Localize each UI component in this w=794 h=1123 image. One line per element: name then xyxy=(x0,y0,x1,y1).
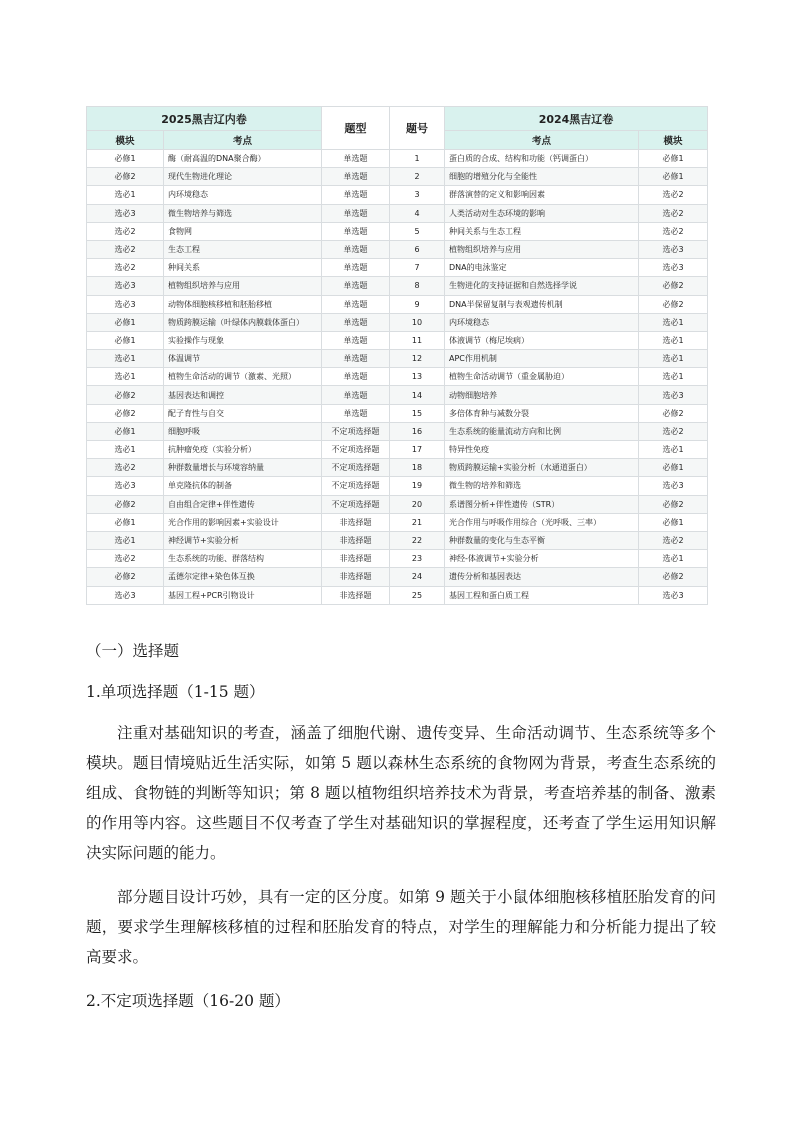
question-type-cell: 单选题 xyxy=(322,404,390,422)
question-type-cell: 单选题 xyxy=(322,222,390,240)
table-row xyxy=(87,568,708,586)
table-row xyxy=(87,513,708,531)
question-number-cell: 6 xyxy=(390,240,445,258)
question-type-cell: 单选题 xyxy=(322,368,390,386)
right-module-cell: 必修1 xyxy=(639,150,708,168)
right-point-cell: 内环境稳态 xyxy=(445,313,639,331)
left-module-cell: 必修1 xyxy=(87,422,164,440)
right-point-cell: 微生物的培养和筛选 xyxy=(445,477,639,495)
right-point-cell: 体液调节（梅尼埃病） xyxy=(445,331,639,349)
question-type-cell: 不定项选择题 xyxy=(322,495,390,513)
right-point-cell: 神经-体液调节+实验分析 xyxy=(445,550,639,568)
table-row xyxy=(87,222,708,240)
right-module-cell: 选必2 xyxy=(639,422,708,440)
right-module-cell: 选必1 xyxy=(639,368,708,386)
question-type-cell: 非选择题 xyxy=(322,513,390,531)
right-module-cell: 选必3 xyxy=(639,586,708,604)
table-row xyxy=(87,295,708,313)
left-module-cell: 必修2 xyxy=(87,568,164,586)
right-module-cell: 选必2 xyxy=(639,186,708,204)
right-module-cell: 必修1 xyxy=(639,168,708,186)
question-number-cell: 2 xyxy=(390,168,445,186)
question-type-cell: 单选题 xyxy=(322,259,390,277)
question-type-cell: 非选择题 xyxy=(322,550,390,568)
right-module-cell: 选必1 xyxy=(639,441,708,459)
right-module-cell: 必修2 xyxy=(639,495,708,513)
right-point-cell: 物质跨膜运输+实验分析（水通道蛋白） xyxy=(445,459,639,477)
right-module-cell: 选必1 xyxy=(639,313,708,331)
question-number-cell: 24 xyxy=(390,568,445,586)
col-header-left-module: 模块 xyxy=(87,131,164,150)
question-type-cell: 不定项选择题 xyxy=(322,459,390,477)
table-row xyxy=(87,386,708,404)
table-row xyxy=(87,331,708,349)
right-module-cell: 选必3 xyxy=(639,240,708,258)
question-type-cell: 不定项选择题 xyxy=(322,441,390,459)
left-point-cell: 配子育性与自交 xyxy=(164,404,322,422)
question-number-cell: 11 xyxy=(390,331,445,349)
table-row xyxy=(87,586,708,604)
left-point-cell: 酶（耐高温的DNA聚合酶） xyxy=(164,150,322,168)
table-row xyxy=(87,259,708,277)
table-row xyxy=(87,240,708,258)
left-exam-title: 2025黑吉辽内卷 xyxy=(87,107,322,131)
table-row xyxy=(87,422,708,440)
left-module-cell: 必修1 xyxy=(87,313,164,331)
right-module-cell: 必修2 xyxy=(639,295,708,313)
question-type-cell: 不定项选择题 xyxy=(322,422,390,440)
right-module-cell: 选必3 xyxy=(639,259,708,277)
question-type-cell: 单选题 xyxy=(322,150,390,168)
table-row xyxy=(87,550,708,568)
right-module-cell: 必修1 xyxy=(639,513,708,531)
col-header-left-point: 考点 xyxy=(164,131,322,150)
left-module-cell: 选必2 xyxy=(87,550,164,568)
right-point-cell: 蛋白质的合成、结构和功能（钙调蛋白） xyxy=(445,150,639,168)
left-module-cell: 选必1 xyxy=(87,350,164,368)
question-type-cell: 单选题 xyxy=(322,168,390,186)
left-point-cell: 神经调节+实验分析 xyxy=(164,531,322,549)
question-number-cell: 10 xyxy=(390,313,445,331)
right-point-cell: 植物生命活动调节（重金属胁迫） xyxy=(445,368,639,386)
right-module-cell: 选必1 xyxy=(639,331,708,349)
left-module-cell: 必修2 xyxy=(87,495,164,513)
left-module-cell: 选必2 xyxy=(87,259,164,277)
left-point-cell: 单克隆抗体的制备 xyxy=(164,477,322,495)
left-module-cell: 必修1 xyxy=(87,331,164,349)
right-module-cell: 必修2 xyxy=(639,404,708,422)
table-row xyxy=(87,495,708,513)
question-number-cell: 14 xyxy=(390,386,445,404)
table-row xyxy=(87,186,708,204)
col-header-right-module: 模块 xyxy=(639,131,708,150)
table-row xyxy=(87,168,708,186)
question-number-cell: 21 xyxy=(390,513,445,531)
right-point-cell: 多倍体育种与减数分裂 xyxy=(445,404,639,422)
table-row xyxy=(87,459,708,477)
table-row xyxy=(87,313,708,331)
right-point-cell: 动物细胞培养 xyxy=(445,386,639,404)
right-module-cell: 选必1 xyxy=(639,350,708,368)
subheading-multiple-choice: 2.不定项选择题（16-20 题） xyxy=(86,992,290,1010)
table-row xyxy=(87,477,708,495)
right-point-cell: 人类活动对生态环境的影响 xyxy=(445,204,639,222)
question-number-cell: 4 xyxy=(390,204,445,222)
question-number-cell: 8 xyxy=(390,277,445,295)
table-row xyxy=(87,404,708,422)
right-point-cell: DNA的电泳鉴定 xyxy=(445,259,639,277)
question-type-cell: 单选题 xyxy=(322,277,390,295)
left-point-cell: 抗肿瘤免疫（实验分析） xyxy=(164,441,322,459)
right-module-cell: 选必2 xyxy=(639,204,708,222)
left-point-cell: 基因表达和调控 xyxy=(164,386,322,404)
right-module-cell: 必修2 xyxy=(639,568,708,586)
paragraph-single-choice-overview: 注重对基础知识的考查，涵盖了细胞代谢、遗传变异、生命活动调节、生态系统等多个模块。题目情境贴近生活实际，如第 5 题以森林生态系统的食物网为背景，考查生态系统的组成、食物链的判断等知识；第 8 题以植物组织培养技术为背景，考查培养基的制备、激素的作用等内容。这些题目不仅考查了学生对基础知识的掌握程度，还考查了学生运用知识解决实际问题的能力。 xyxy=(86,724,716,862)
section-title: （一）选择题 xyxy=(86,642,180,660)
table-row xyxy=(87,531,708,549)
left-point-cell: 植物组织培养与应用 xyxy=(164,277,322,295)
right-point-cell: 种群数量的变化与生态平衡 xyxy=(445,531,639,549)
question-number-cell: 13 xyxy=(390,368,445,386)
left-point-cell: 植物生命活动的调节（激素、光照） xyxy=(164,368,322,386)
right-point-cell: 生物进化的支持证据和自然选择学说 xyxy=(445,277,639,295)
question-type-cell: 非选择题 xyxy=(322,531,390,549)
right-point-cell: 植物组织培养与应用 xyxy=(445,240,639,258)
question-type-cell: 不定项选择题 xyxy=(322,477,390,495)
left-point-cell: 自由组合定律+伴性遗传 xyxy=(164,495,322,513)
question-type-cell: 单选题 xyxy=(322,386,390,404)
left-module-cell: 必修1 xyxy=(87,513,164,531)
table-row xyxy=(87,204,708,222)
left-point-cell: 种间关系 xyxy=(164,259,322,277)
question-number-cell: 12 xyxy=(390,350,445,368)
col-header-right-point: 考点 xyxy=(445,131,639,150)
right-point-cell: DNA半保留复制与表观遗传机制 xyxy=(445,295,639,313)
question-number-cell: 25 xyxy=(390,586,445,604)
left-point-cell: 微生物培养与筛选 xyxy=(164,204,322,222)
left-module-cell: 选必1 xyxy=(87,531,164,549)
table-row xyxy=(87,277,708,295)
left-point-cell: 种群数量增长与环境容纳量 xyxy=(164,459,322,477)
right-point-cell: 群落演替的定义和影响因素 xyxy=(445,186,639,204)
question-number-cell: 22 xyxy=(390,531,445,549)
question-type-cell: 单选题 xyxy=(322,240,390,258)
question-type-cell: 单选题 xyxy=(322,313,390,331)
left-module-cell: 选必1 xyxy=(87,368,164,386)
right-module-cell: 必修2 xyxy=(639,277,708,295)
left-module-cell: 选必3 xyxy=(87,277,164,295)
col-header-number: 题号 xyxy=(390,107,445,150)
table-row xyxy=(87,368,708,386)
subheading-single-choice: 1.单项选择题（1-15 题） xyxy=(86,683,265,701)
left-point-cell: 动物体细胞核移植和胚胎移植 xyxy=(164,295,322,313)
question-type-cell: 单选题 xyxy=(322,204,390,222)
question-type-cell: 非选择题 xyxy=(322,568,390,586)
left-module-cell: 选必2 xyxy=(87,222,164,240)
right-point-cell: 光合作用与呼吸作用综合（光呼吸、三率） xyxy=(445,513,639,531)
right-point-cell: 生态系统的能量流动方向和比例 xyxy=(445,422,639,440)
left-module-cell: 选必1 xyxy=(87,186,164,204)
table-row xyxy=(87,150,708,168)
right-point-cell: 系谱图分析+伴性遗传（STR） xyxy=(445,495,639,513)
left-module-cell: 必修1 xyxy=(87,150,164,168)
question-number-cell: 9 xyxy=(390,295,445,313)
col-header-type: 题型 xyxy=(322,107,390,150)
table-row xyxy=(87,350,708,368)
question-type-cell: 单选题 xyxy=(322,295,390,313)
question-type-cell: 单选题 xyxy=(322,331,390,349)
right-module-cell: 选必1 xyxy=(639,550,708,568)
right-point-cell: 基因工程和蛋白质工程 xyxy=(445,586,639,604)
question-number-cell: 17 xyxy=(390,441,445,459)
left-module-cell: 必修2 xyxy=(87,168,164,186)
question-type-cell: 非选择题 xyxy=(322,586,390,604)
left-point-cell: 内环境稳态 xyxy=(164,186,322,204)
right-point-cell: 细胞的增殖分化与全能性 xyxy=(445,168,639,186)
left-point-cell: 光合作用的影响因素+实验设计 xyxy=(164,513,322,531)
left-module-cell: 选必2 xyxy=(87,459,164,477)
right-exam-title: 2024黑吉辽卷 xyxy=(445,107,708,131)
question-type-cell: 单选题 xyxy=(322,350,390,368)
left-module-cell: 选必3 xyxy=(87,295,164,313)
left-point-cell: 孟德尔定律+染色体互换 xyxy=(164,568,322,586)
question-number-cell: 1 xyxy=(390,150,445,168)
right-point-cell: APC作用机制 xyxy=(445,350,639,368)
right-point-cell: 特异性免疫 xyxy=(445,441,639,459)
table-row xyxy=(87,441,708,459)
right-module-cell: 选必3 xyxy=(639,386,708,404)
paragraph-discrimination: 部分题目设计巧妙，具有一定的区分度。如第 9 题关于小鼠体细胞核移植胚胎发育的问题，要求学生理解核移植的过程和胚胎发育的特点，对学生的理解能力和分析能力提出了较高要求。 xyxy=(86,888,716,966)
left-point-cell: 物质跨膜运输（叶绿体内膜载体蛋白） xyxy=(164,313,322,331)
left-module-cell: 选必3 xyxy=(87,586,164,604)
left-point-cell: 现代生物进化理论 xyxy=(164,168,322,186)
left-module-cell: 必修2 xyxy=(87,386,164,404)
question-number-cell: 19 xyxy=(390,477,445,495)
question-number-cell: 3 xyxy=(390,186,445,204)
left-point-cell: 实验操作与现象 xyxy=(164,331,322,349)
left-module-cell: 选必3 xyxy=(87,477,164,495)
left-point-cell: 生态系统的功能、群落结构 xyxy=(164,550,322,568)
left-module-cell: 选必1 xyxy=(87,441,164,459)
question-number-cell: 5 xyxy=(390,222,445,240)
left-module-cell: 选必2 xyxy=(87,240,164,258)
left-point-cell: 基因工程+PCR引物设计 xyxy=(164,586,322,604)
left-point-cell: 食物网 xyxy=(164,222,322,240)
right-point-cell: 遗传分析和基因表达 xyxy=(445,568,639,586)
left-point-cell: 体温调节 xyxy=(164,350,322,368)
right-point-cell: 种间关系与生态工程 xyxy=(445,222,639,240)
exam-comparison-table xyxy=(86,106,708,605)
question-number-cell: 16 xyxy=(390,422,445,440)
question-number-cell: 20 xyxy=(390,495,445,513)
question-number-cell: 23 xyxy=(390,550,445,568)
left-module-cell: 选必3 xyxy=(87,204,164,222)
table-body xyxy=(87,150,708,605)
question-number-cell: 7 xyxy=(390,259,445,277)
right-module-cell: 必修1 xyxy=(639,459,708,477)
left-module-cell: 必修2 xyxy=(87,404,164,422)
right-module-cell: 选必2 xyxy=(639,531,708,549)
question-type-cell: 单选题 xyxy=(322,186,390,204)
right-module-cell: 选必2 xyxy=(639,222,708,240)
question-number-cell: 18 xyxy=(390,459,445,477)
left-point-cell: 细胞呼吸 xyxy=(164,422,322,440)
left-point-cell: 生态工程 xyxy=(164,240,322,258)
question-number-cell: 15 xyxy=(390,404,445,422)
right-module-cell: 选必3 xyxy=(639,477,708,495)
